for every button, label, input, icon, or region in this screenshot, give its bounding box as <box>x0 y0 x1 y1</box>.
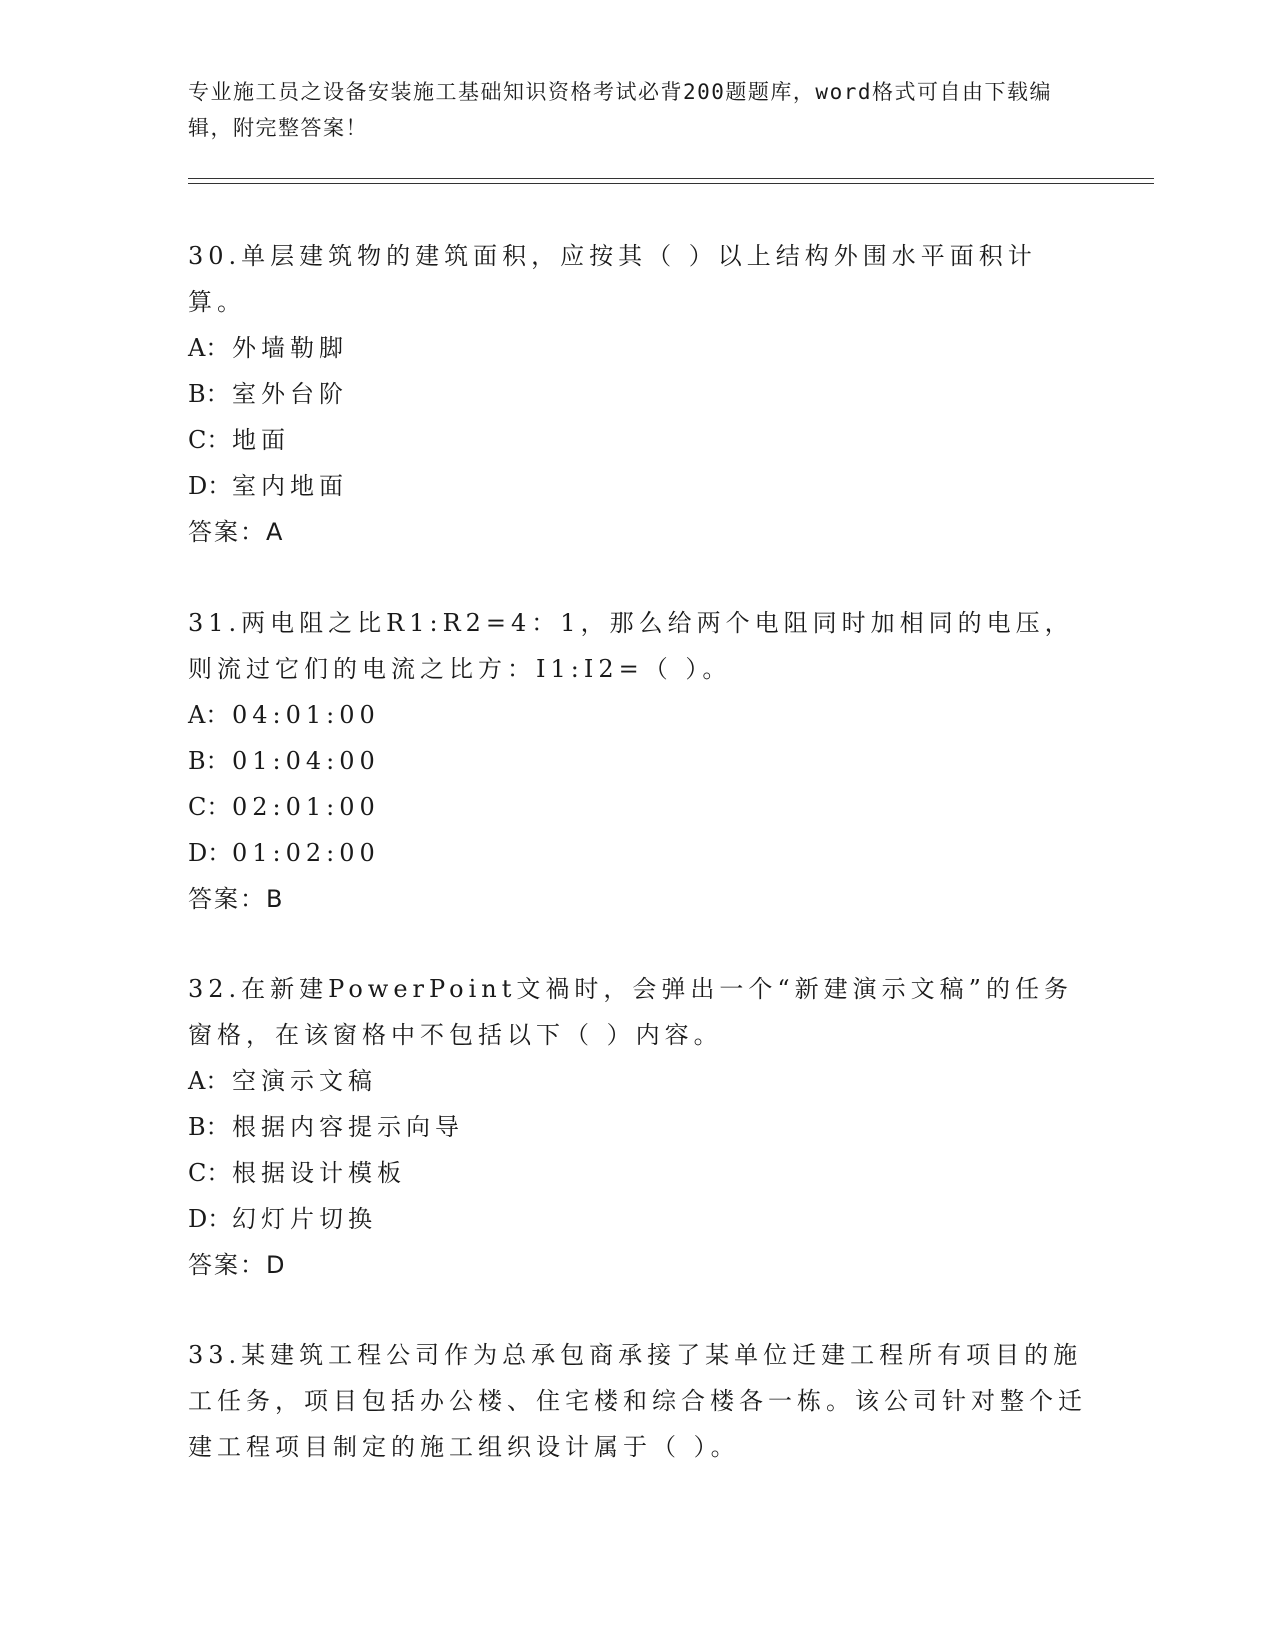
option-key: C： <box>188 426 231 454</box>
option-key: D： <box>188 839 232 867</box>
question-stem: 33.某建筑工程公司作为总承包商承接了某单位迁建工程所有项目的施工任务，项目包括办公楼、住宅楼和综合楼各一栋。该公司针对整个迁建工程项目制定的施工组织设计属于（ ）。 <box>188 1341 1087 1461</box>
option-key: A： <box>188 1067 230 1095</box>
option-key: C： <box>188 793 231 821</box>
option-key: B： <box>188 1113 230 1141</box>
option-d <box>188 830 1088 876</box>
question-31 <box>188 600 1088 922</box>
option-text: 根据内容提示向导 <box>232 1113 464 1141</box>
option-a <box>188 1058 1088 1104</box>
option-d <box>188 1196 1088 1242</box>
header-divider <box>188 178 1154 179</box>
option-d <box>188 463 1088 509</box>
answer-line: 答案：D <box>188 1251 287 1279</box>
option-key: B： <box>188 380 230 408</box>
option-c <box>188 417 1088 463</box>
option-key: C： <box>188 1159 231 1187</box>
option-b <box>188 371 1088 417</box>
question-stem: 31.两电阻之比R1:R2=4：1，那么给两个电阻同时加相同的电压，则流过它们的电流之比方：I1:I2=（ ）。 <box>188 609 1074 683</box>
option-text: 幻灯片切换 <box>232 1205 377 1233</box>
option-text: 02:01:00 <box>232 793 380 821</box>
option-key: D： <box>188 472 232 500</box>
option-a <box>188 325 1088 371</box>
question-stem: 32.在新建PowerPoint文禍时，会弹出一个“新建演示文稿”的任务窗格，在该窗格中不包括以下（ ）内容。 <box>188 975 1073 1049</box>
option-key: A： <box>188 701 230 729</box>
header-divider-second <box>188 183 1154 184</box>
option-text: 空演示文稿 <box>232 1067 377 1095</box>
answer-line: 答案：B <box>188 885 285 913</box>
question-33 <box>188 1332 1088 1470</box>
option-a <box>188 692 1088 738</box>
option-b <box>188 1104 1088 1150</box>
option-key: A： <box>188 334 230 362</box>
question-32 <box>188 966 1088 1288</box>
option-key: D： <box>188 1205 232 1233</box>
option-text: 外墙勒脚 <box>232 334 348 362</box>
option-text: 地面 <box>232 426 290 454</box>
option-c <box>188 784 1088 830</box>
document-header: 专业施工员之设备安装施工基础知识资格考试必背200题题库，word格式可自由下载编辑，附完整答案！ <box>188 80 1052 140</box>
option-text: 室外台阶 <box>232 380 348 408</box>
option-text: 根据设计模板 <box>232 1159 406 1187</box>
option-text: 01:04:00 <box>232 747 380 775</box>
option-c <box>188 1150 1088 1196</box>
question-30 <box>188 233 1088 555</box>
option-key: B： <box>188 747 230 775</box>
answer-line: 答案：A <box>188 518 285 546</box>
question-stem: 30.单层建筑物的建筑面积，应按其（ ）以上结构外围水平面积计算。 <box>188 242 1037 316</box>
option-text: 室内地面 <box>232 472 348 500</box>
option-b <box>188 738 1088 784</box>
option-text: 04:01:00 <box>232 701 380 729</box>
option-text: 01:02:00 <box>232 839 380 867</box>
